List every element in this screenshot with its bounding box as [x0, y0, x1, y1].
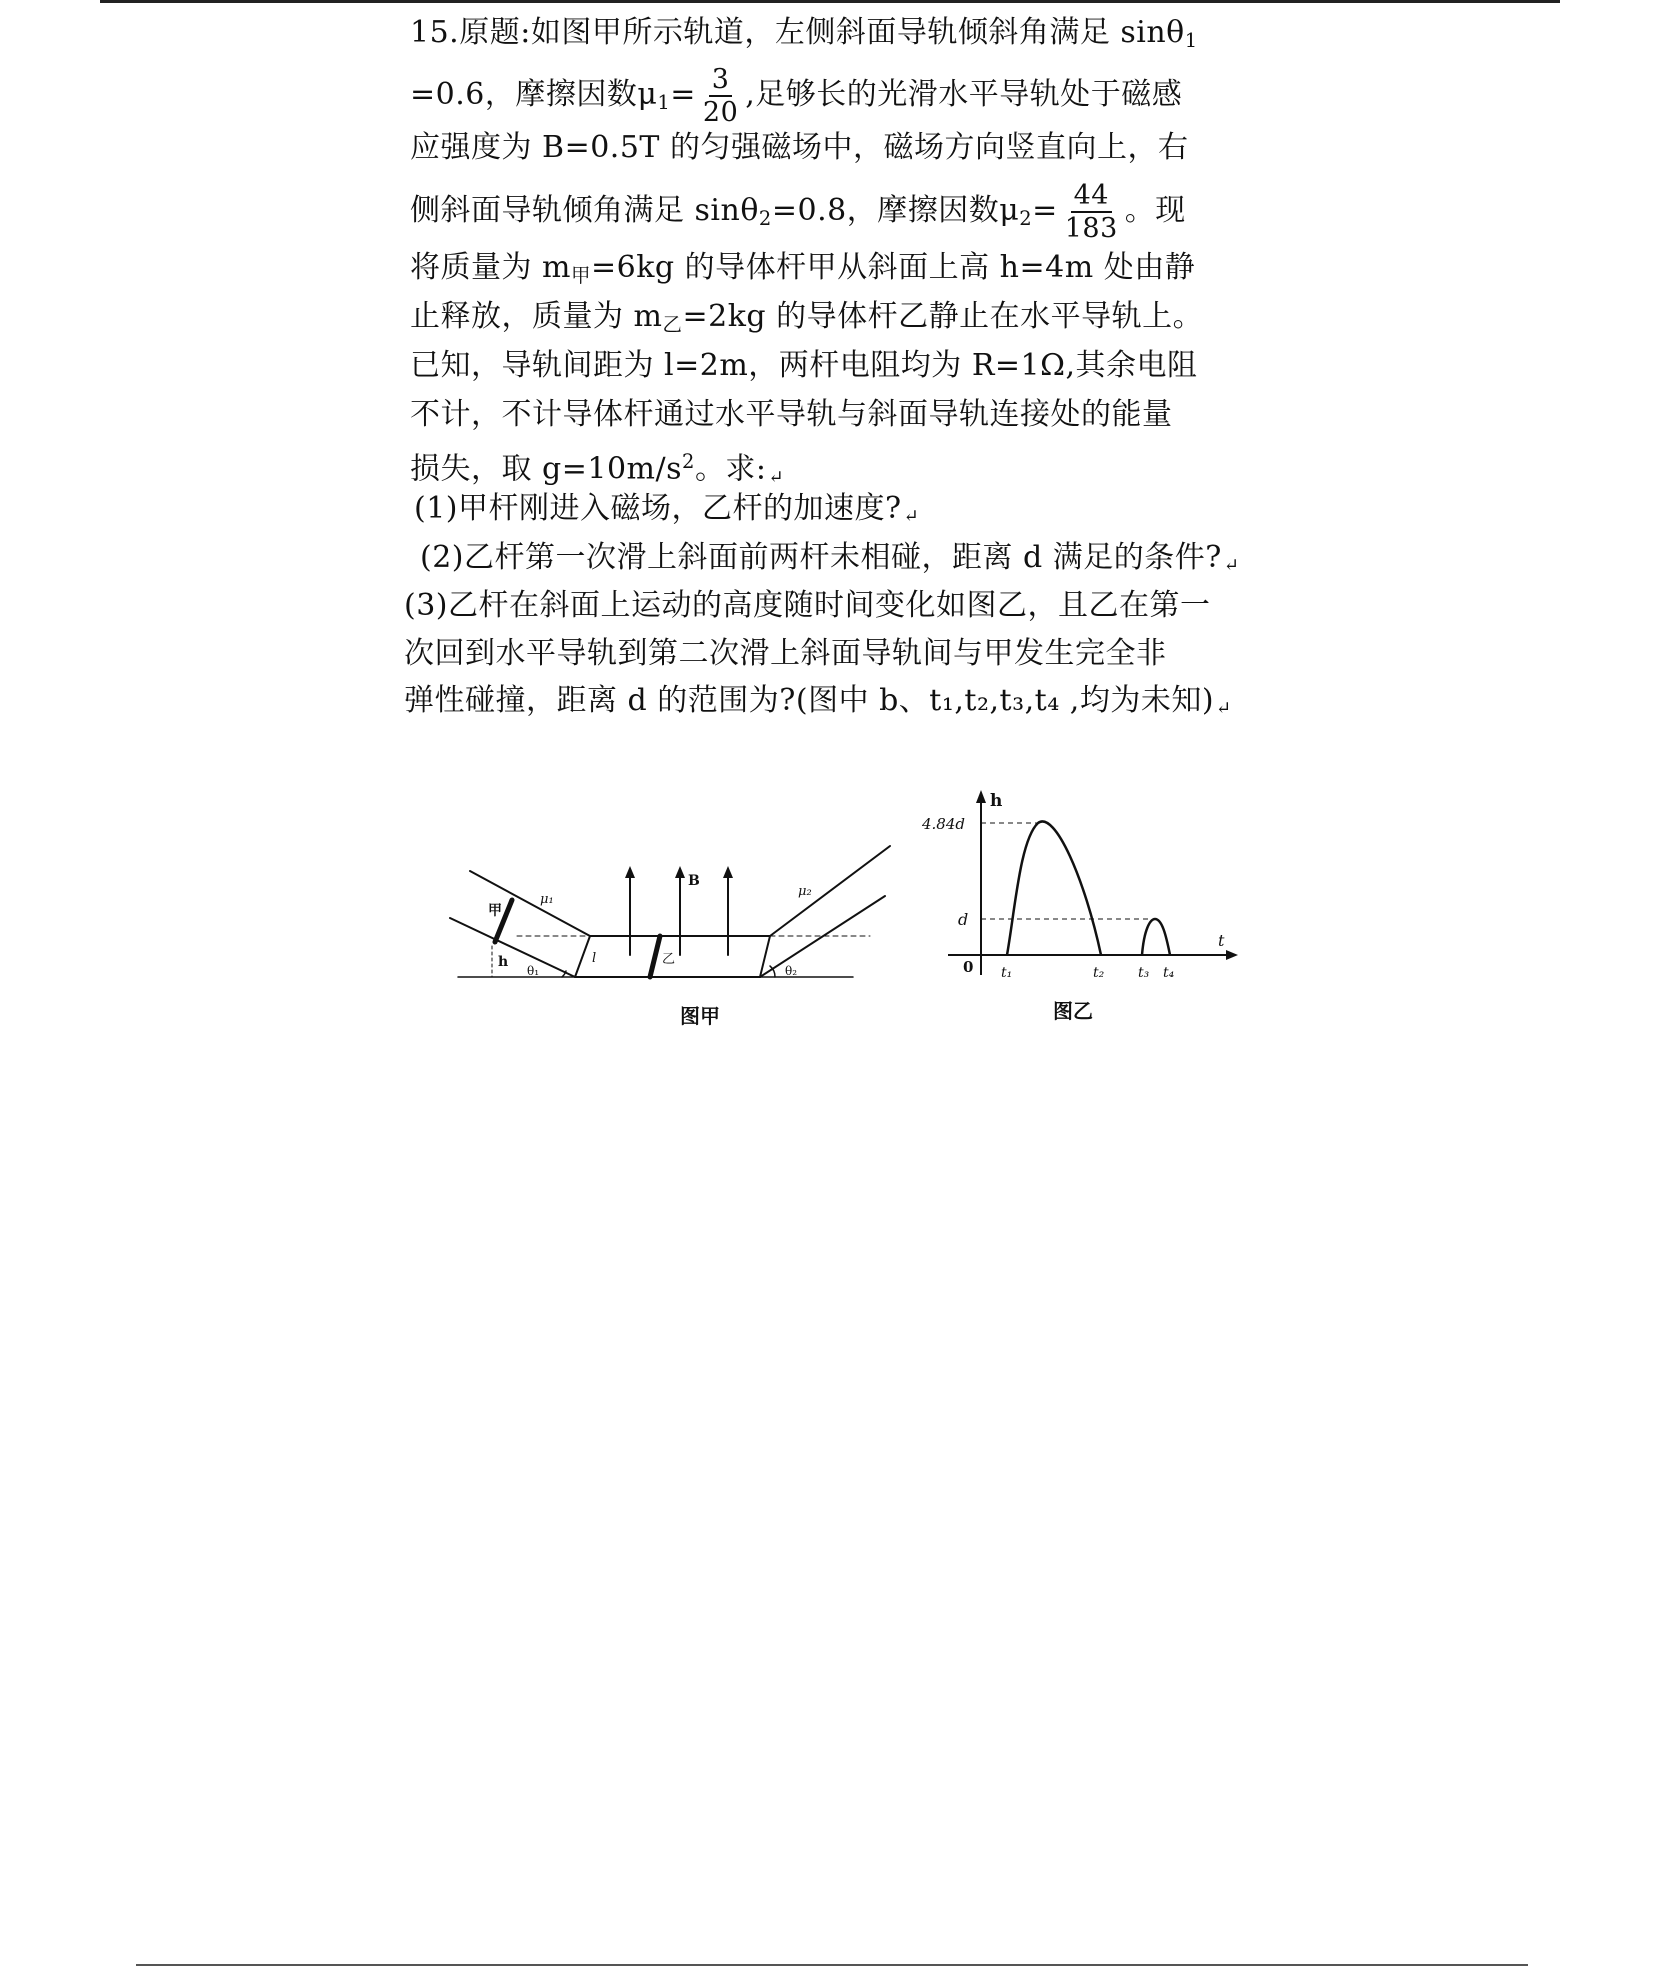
- problem-line-7: 已知，导轨间距为 l=2m，两杆电阻均为 R=1Ω,其余电阻: [410, 348, 1198, 383]
- return-mark: ↵: [903, 506, 920, 527]
- label-mu1: μ₁: [540, 892, 554, 907]
- return-mark: ↵: [1216, 698, 1232, 719]
- label-t2: t₂: [1093, 965, 1105, 981]
- label-axis-t: t: [1218, 931, 1225, 950]
- question-2: (2)乙杆第一次滑上斜面前两杆未相碰，距离 d 满足的条件? ↵: [420, 540, 1240, 576]
- label-theta1: θ₁: [527, 964, 540, 978]
- b-arrowhead-1: [625, 866, 635, 878]
- question-3-line-1: (3)乙杆在斜面上运动的高度随时间变化如图乙，且乙在第一: [404, 588, 1211, 623]
- right-rail-upper: [770, 846, 890, 936]
- left-rail-lower: [450, 918, 575, 977]
- label-b-field: B: [688, 873, 700, 889]
- left-incline-edge: [575, 936, 590, 977]
- fraction-mu1: $\frac{3}{20}$: [702, 64, 739, 128]
- label-mu2: μ₂: [798, 884, 812, 899]
- label-t1: t₁: [1001, 965, 1013, 981]
- problem-line-8: 不计，不计导体杆通过水平导轨与斜面导轨连接处的能量: [410, 397, 1173, 432]
- caption-figure-jia: 图甲: [680, 1004, 720, 1028]
- label-t3: t₃: [1138, 965, 1150, 981]
- question-1: (1)甲杆刚进入磁场，乙杆的加速度? ↵: [414, 491, 920, 527]
- b-arrowhead-2: [675, 866, 685, 878]
- return-mark: ↵: [768, 466, 785, 488]
- question-3-line-3: 弹性碰撞，距离 d 的范围为?(图中 b、t₁,t₂,t₃,t₄ ,均为未知) ↵: [404, 683, 1232, 719]
- label-jia: 甲: [488, 903, 502, 919]
- label-t4: t₄: [1163, 965, 1175, 981]
- label-theta2: θ₂: [785, 964, 798, 978]
- label-484d: 4.84d: [922, 815, 966, 833]
- problem-line-5: 将质量为 $m_甲=6kg$ 的导体杆甲从斜面上高 h=4m 处由静: [410, 250, 1196, 287]
- question-3-line-2: 次回到水平导轨到第二次滑上斜面导轨间与甲发生完全非: [404, 636, 1167, 671]
- curve-second-ascent: [1142, 919, 1170, 955]
- problem-line-6: 止释放，质量为 $m_乙=2kg$ 的导体杆乙静止在水平导轨上。: [410, 299, 1204, 336]
- problem-line-1: 15.原题:如图甲所示轨道，左侧斜面导轨倾斜角满足 sinθ$_1$: [410, 15, 1198, 52]
- label-axis-h: h: [990, 791, 1003, 811]
- label-d: d: [958, 910, 969, 929]
- label-origin: 0: [963, 958, 974, 976]
- curve-first-ascent: [1007, 821, 1101, 955]
- h-axis-arrow: [976, 790, 986, 803]
- problem-line-2: =0.6，摩擦因数$\mu_1=$ $\frac{3}{20}$ ,足够长的光滑水平导轨处于磁感: [410, 64, 1183, 128]
- bottom-rule: [136, 1964, 1528, 1966]
- problem-line-3: 应强度为 B=0.5T 的匀强磁场中，磁场方向竖直向上，右: [410, 130, 1189, 165]
- label-h: h: [498, 954, 509, 970]
- caption-figure-yi: 图乙: [1053, 999, 1093, 1023]
- return-mark: ↵: [1223, 555, 1240, 576]
- label-yi: 乙: [662, 952, 676, 967]
- top-rule: [100, 0, 1560, 3]
- right-rail-lower: [760, 896, 885, 977]
- label-l: l: [592, 951, 597, 966]
- b-arrowhead-3: [723, 866, 733, 878]
- problem-line-9: 损失，取 $g=10m/s^2$。求: ↵: [410, 450, 785, 488]
- problem-line-4: 侧斜面导轨倾角满足 sinθ$_2$=0.8，摩擦因数$\mu_2=$ $\frac{44}{183}$ 。现: [410, 180, 1186, 244]
- figure-jia: [440, 840, 910, 1040]
- fraction-mu2: $\frac{44}{183}$: [1064, 180, 1118, 244]
- figure-yi: [915, 785, 1240, 1040]
- rod-yi: [650, 936, 660, 977]
- t-axis-arrow: [1226, 950, 1238, 960]
